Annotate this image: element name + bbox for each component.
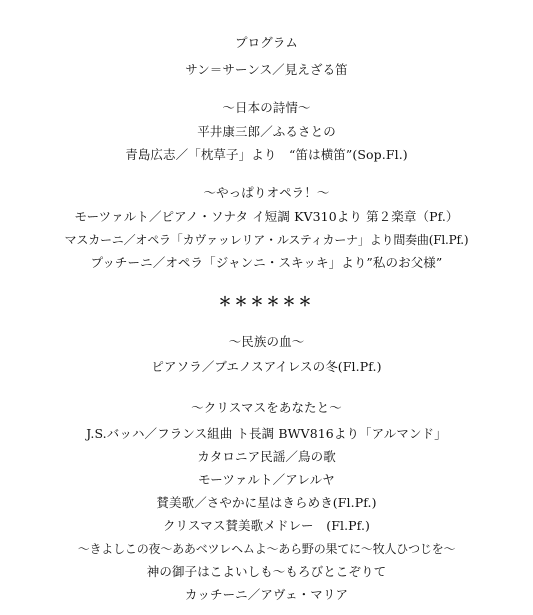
program-item: 賛美歌／さやかに星はきらめき(Fl.Pf.) bbox=[156, 495, 377, 510]
section-heading-christmas: ～クリスマスをあなたと～ bbox=[191, 400, 342, 415]
section-heading-folk: ～民族の血～ bbox=[228, 334, 305, 349]
program-item: カッチーニ／アヴェ・マリア bbox=[184, 587, 349, 602]
program-item: クリスマス賛美歌メドレー (Fl.Pf.) bbox=[162, 518, 371, 533]
program-item: プッチーニ／オペラ「ジャンニ・スキッキ」より”私のお父様” bbox=[90, 255, 443, 270]
section-heading-japanese: ～日本の詩情～ bbox=[222, 100, 311, 115]
program-item: 平井康三郎／ふるさとの bbox=[197, 124, 336, 139]
program-item: マスカーニ／オペラ「カヴァッレリア・ルスティカーナ」より間奏曲(Fl.Pf.) bbox=[64, 233, 469, 247]
program-item: モーツァルト／アレルヤ bbox=[198, 472, 335, 487]
program-item: 青島広志／「枕草子」より “笛は横笛”(Sop.Fl.) bbox=[125, 147, 408, 162]
program-item: 神の御子はこよいしも～もろびとこぞりて bbox=[146, 564, 387, 579]
program-item: カタロニア民謡／鳥の歌 bbox=[197, 449, 336, 464]
program-title: プログラム bbox=[235, 35, 298, 50]
opening-piece: サン＝サーンス／見えざる笛 bbox=[185, 62, 348, 77]
intermission-divider: ＊＊＊＊＊＊ bbox=[218, 295, 315, 310]
program-item: J.S.バッハ／フランス組曲 ト長調 BWV816より「アルマンド」 bbox=[86, 426, 447, 441]
program-item: ピアソラ／ブエノスアイレスの冬(Fl.Pf.) bbox=[151, 359, 382, 374]
program-item: ～きよしこの夜～ああベツレヘムよ～あら野の果てに～牧人ひつじを～ bbox=[77, 542, 456, 556]
program-item: モーツァルト／ピアノ・ソナタ イ短調 KV310より 第２楽章（Pf.） bbox=[74, 209, 459, 224]
section-heading-opera: ～やっぱりオペラ！～ bbox=[203, 185, 330, 200]
